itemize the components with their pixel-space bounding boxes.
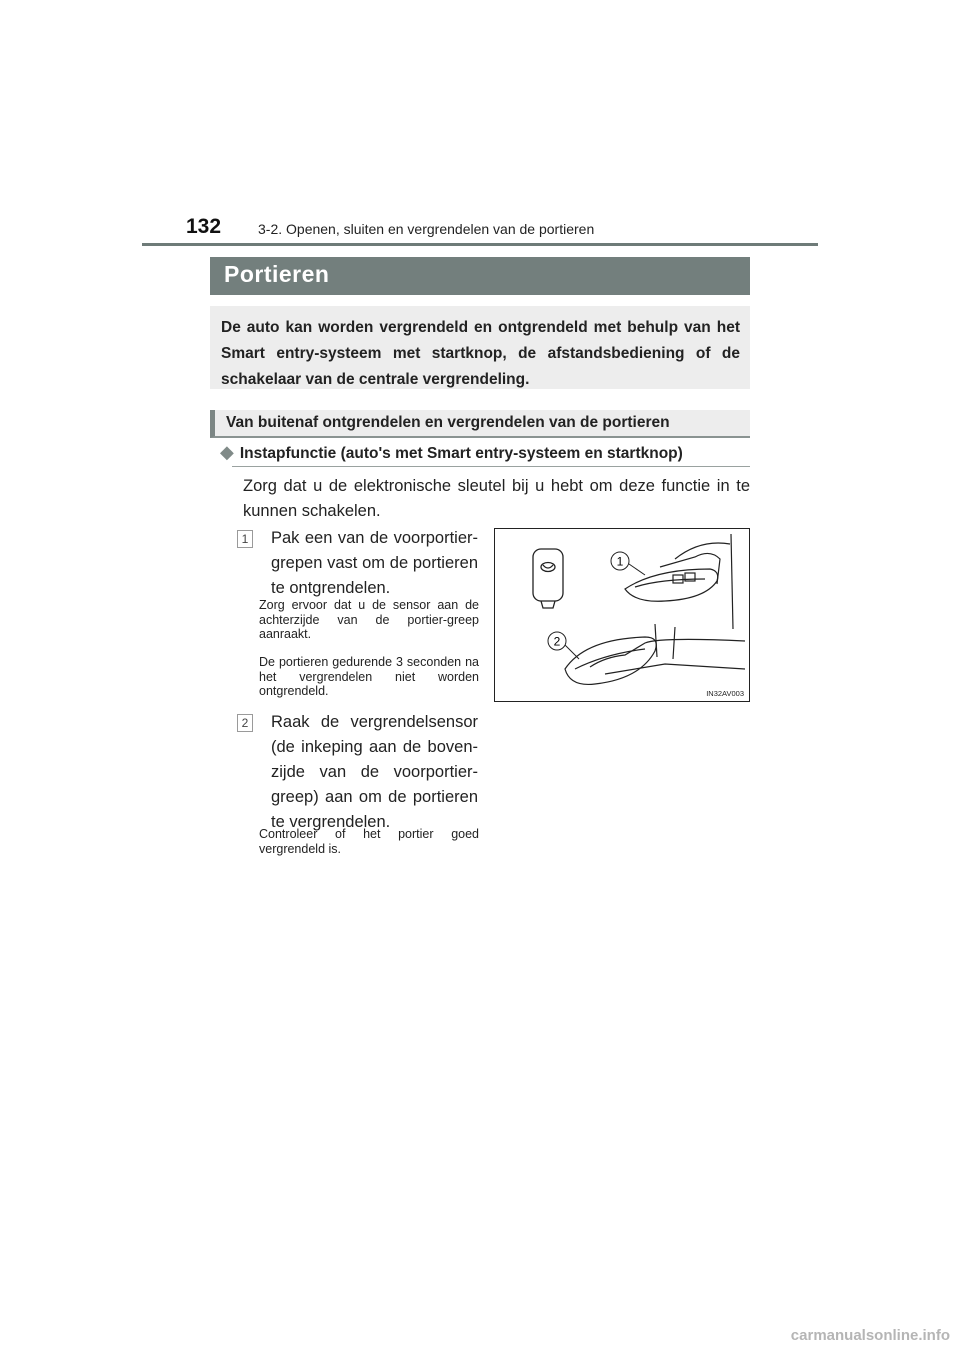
door-handle-figure xyxy=(494,528,750,702)
callout-2-label: 2 xyxy=(553,634,561,649)
watermark: carmanualsonline.info xyxy=(790,1327,950,1344)
step-note-2a: Controleer of het portier goed vergrendeld is. xyxy=(259,827,479,856)
step-number-1: 1 xyxy=(237,530,253,548)
subheading: Van buitenaf ontgrendelen en vergrendelen van de portieren xyxy=(210,410,750,438)
callout-1-label: 1 xyxy=(616,554,624,569)
page-title: Portieren xyxy=(210,257,750,295)
feature-text: Zorg dat u de elektronische sleutel bij u hebt om deze functie in te kunnen schakelen. xyxy=(243,477,750,520)
step-number-2: 2 xyxy=(237,714,253,732)
header-divider xyxy=(142,243,818,246)
callout-2 xyxy=(548,632,579,659)
step-note-1a: Zorg ervoor dat u de sensor aan de achterzijde van de portier-greep aanraakt. xyxy=(259,598,479,641)
lower-door-handle xyxy=(565,624,745,684)
feature-heading-text: Instapfunctie (auto's met Smart entry-systeem en startknop) xyxy=(239,445,683,462)
smart-key-icon xyxy=(533,549,563,608)
diamond-icon: ◆ xyxy=(220,442,234,462)
step-text-1: Pak een van de voorportier-grepen vast om de portieren te ontgrendelen. xyxy=(271,529,478,597)
upper-door-handle xyxy=(625,534,733,629)
feature-heading xyxy=(220,442,683,463)
page-number: 132 xyxy=(186,215,222,238)
feature-divider xyxy=(232,466,750,467)
door-handle-illustration xyxy=(495,529,749,701)
step-note-1b: De portieren gedurende 3 seconden na het vergrendelen niet worden ontgrendeld. xyxy=(259,655,479,698)
step-text-2: Raak de vergrendelsensor (de inkeping aan de boven-zijde van de voorportier-greep) aan om de portieren te vergrendelen. xyxy=(271,713,478,831)
figure-code: IN32AV003 xyxy=(706,689,744,698)
intro-box: De auto kan worden vergrendeld en ontgrendeld met behulp van het Smart entry-systeem met startknop, de afstandsbediening of de schakelaar van de centrale vergrendeling. xyxy=(210,306,750,389)
section-reference: 3-2. Openen, sluiten en vergrendelen van de portieren xyxy=(258,221,595,237)
